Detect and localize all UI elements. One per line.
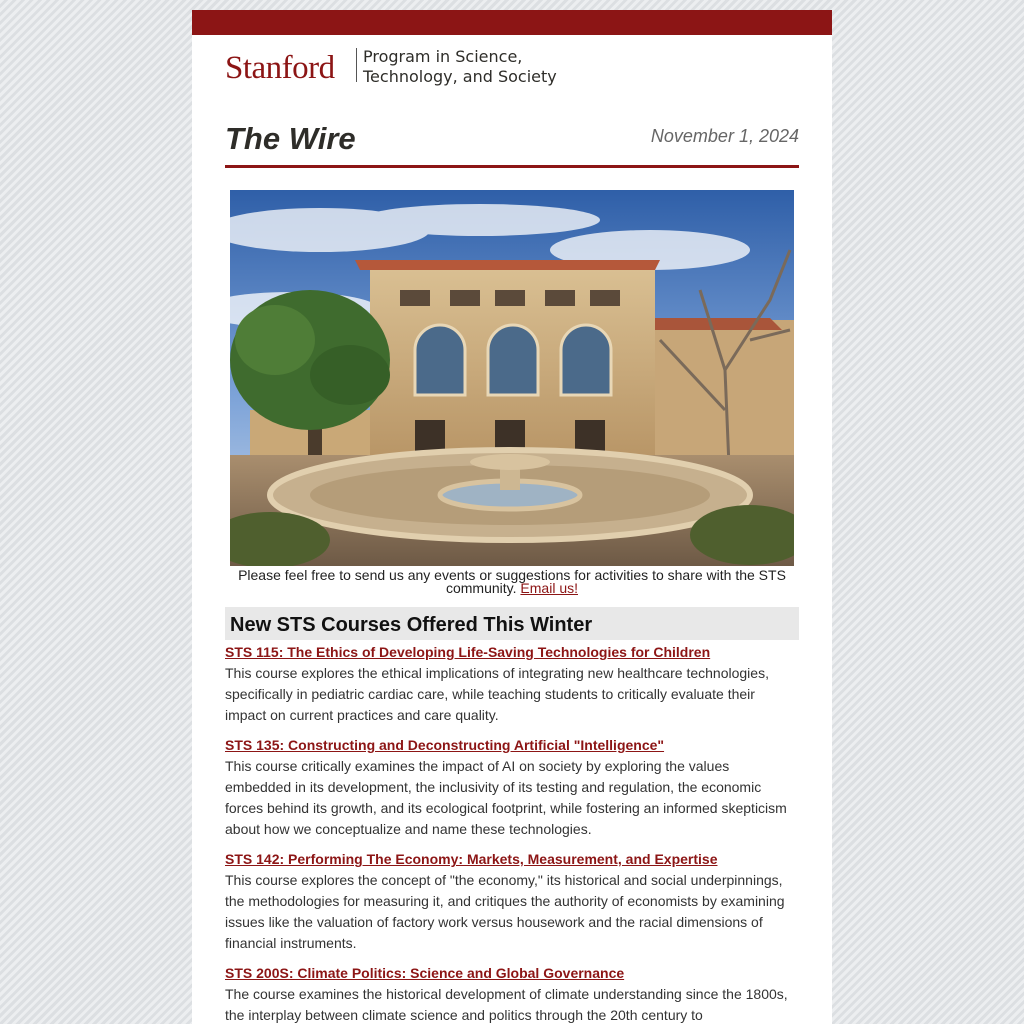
newsletter-title: The Wire	[225, 121, 356, 156]
section-heading: New STS Courses Offered This Winter	[225, 607, 799, 640]
course-link-sts142[interactable]: STS 142: Performing The Economy: Markets, Measurement, and Expertise	[225, 851, 718, 867]
program-name-line2: Technology, and Society	[363, 67, 557, 86]
course-item	[225, 642, 799, 726]
campus-building-photo	[230, 190, 794, 566]
course-item	[225, 849, 799, 954]
caption-text: Please feel free to send us any events or suggestions for activities to share with the STS community.	[238, 567, 786, 596]
program-name	[363, 47, 663, 87]
arched-windows	[415, 325, 611, 395]
course-description: This course critically examines the impact of AI on society by exploring the values embedded in its development, the inclusivity of its testing and regulation, the economic forces behind its growth, and its ecological footprint, while fostering an informed skepticism about how we conceptualize and name these technologies.	[225, 758, 787, 837]
roof	[355, 260, 660, 270]
hero-caption	[225, 569, 799, 595]
course-description: The course examines the historical development of climate understanding since the 1800s, the interplay between climate science and politics through the 20th century to	[225, 986, 788, 1023]
newsletter-sheet	[192, 10, 832, 1024]
course-link-sts135[interactable]: STS 135: Constructing and Deconstructing Artificial "Intelligence"	[225, 737, 665, 753]
hero-image	[230, 190, 794, 566]
course-description: This course explores the concept of "the economy," its historical and social underpinnings, the methodologies for measuring it, and critiques the authority of economists by examining issues like the valuation of factory work versus housework and the racial dimensions of financial instruments.	[225, 872, 785, 951]
courses-section	[225, 607, 799, 1024]
course-item	[225, 963, 799, 1024]
issue-date: November 1, 2024	[650, 126, 799, 146]
top-accent-bar	[192, 10, 832, 35]
logo-divider	[356, 48, 357, 82]
course-description: This course explores the ethical implications of integrating new healthcare technologies, specifically in pediatric cardiac care, while teaching students to critically evaluate their impact on current practices and care quality.	[225, 665, 769, 723]
program-name-line1: Program in Science,	[363, 47, 523, 66]
course-link-sts200s[interactable]: STS 200S: Climate Politics: Science and Global Governance	[225, 965, 625, 981]
masthead	[225, 115, 799, 168]
course-item	[225, 735, 799, 840]
stanford-wordmark: Stanford	[225, 50, 335, 86]
course-link-sts115[interactable]: STS 115: The Ethics of Developing Life-Saving Technologies for Children	[225, 644, 711, 660]
email-us-link[interactable]: Email us!	[520, 580, 578, 596]
